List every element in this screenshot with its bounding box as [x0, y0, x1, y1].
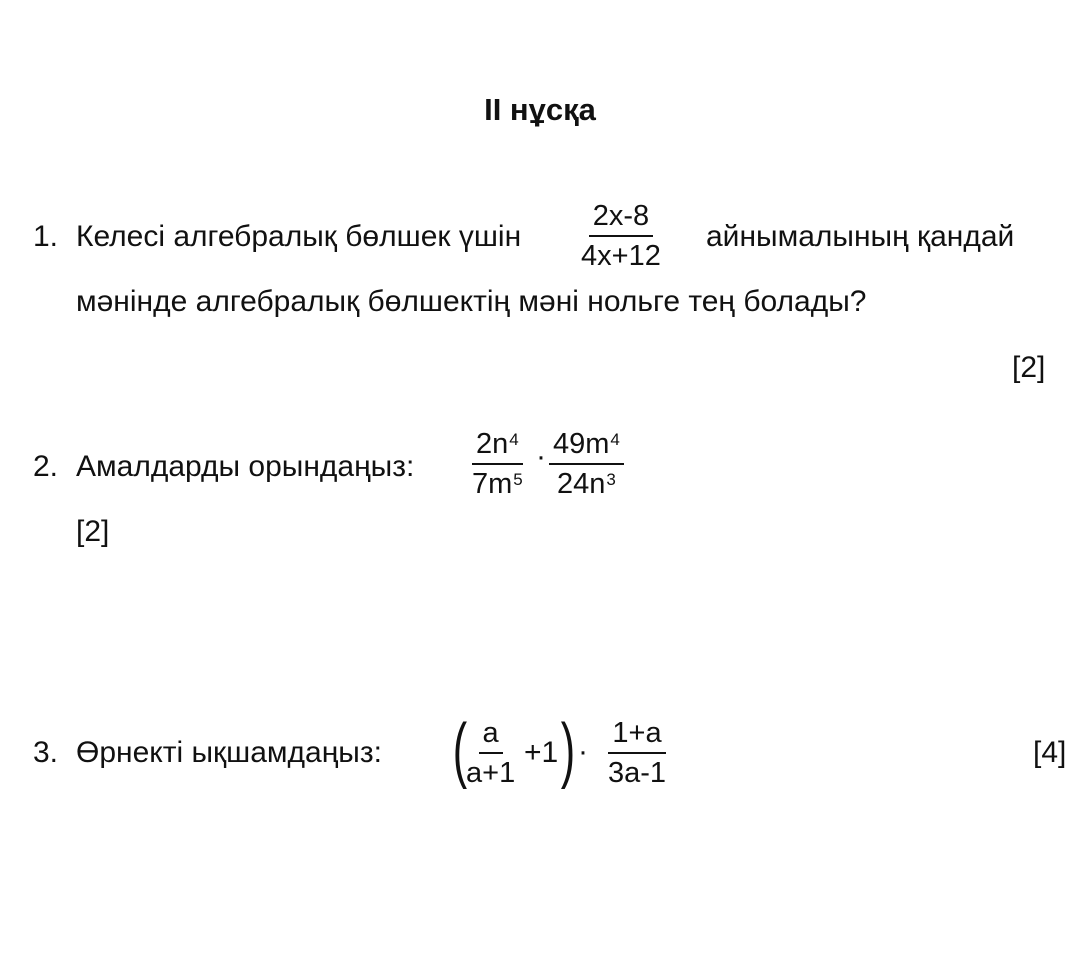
q2-fraction-1 [468, 427, 527, 501]
q2-number: 2. [33, 450, 59, 483]
q1-fraction-numerator: 2x-8 [589, 199, 653, 237]
q3-fraction-1-numerator: a [479, 716, 503, 754]
q3-score: [4] [1033, 736, 1067, 769]
q2-fraction-1-denominator: $7m^5$ [472, 468, 523, 500]
q3-fraction-2-denominator: 3a-1 [608, 757, 667, 789]
q1-text-after: айнымалының қандай [706, 220, 1015, 253]
q3-fraction-1 [462, 716, 519, 790]
q3-number: 3. [33, 736, 59, 769]
page-title: II нұсқа [484, 92, 596, 127]
q1-line2: мәнінде алгебралық бөлшектің мәні нольге тең болады? [76, 285, 867, 318]
q3-plus-one: +1 [524, 736, 559, 769]
q2-fraction-2 [549, 427, 624, 501]
q2-fraction-2-numerator: $49m^4$ [549, 427, 624, 465]
q3-text: Өрнекті ықшамдаңыз: [76, 736, 382, 769]
q3-right-paren: ) [560, 710, 576, 790]
q1-score: [2] [1012, 351, 1046, 384]
q1-text-before: Келесі алгебралық бөлшек үшін [76, 220, 522, 253]
q1-number: 1. [33, 220, 59, 253]
q2-score: [2] [76, 515, 110, 548]
q3-fraction-1-denominator: a+1 [466, 757, 516, 789]
q3-multiply-dot: · [578, 735, 588, 768]
q1-fraction-denominator: 4x+12 [581, 240, 661, 272]
q1-fraction [577, 199, 665, 273]
q2-fraction-1-numerator: $2n^4$ [472, 427, 523, 465]
q2-text: Амалдарды орындаңыз: [76, 450, 415, 483]
q3-fraction-2 [604, 716, 670, 790]
q3-left-paren: ( [452, 710, 468, 790]
q2-multiply-dot: · [536, 440, 546, 473]
q2-fraction-2-denominator: $24n^3$ [557, 468, 616, 500]
q3-fraction-2-numerator: 1+a [608, 716, 665, 754]
